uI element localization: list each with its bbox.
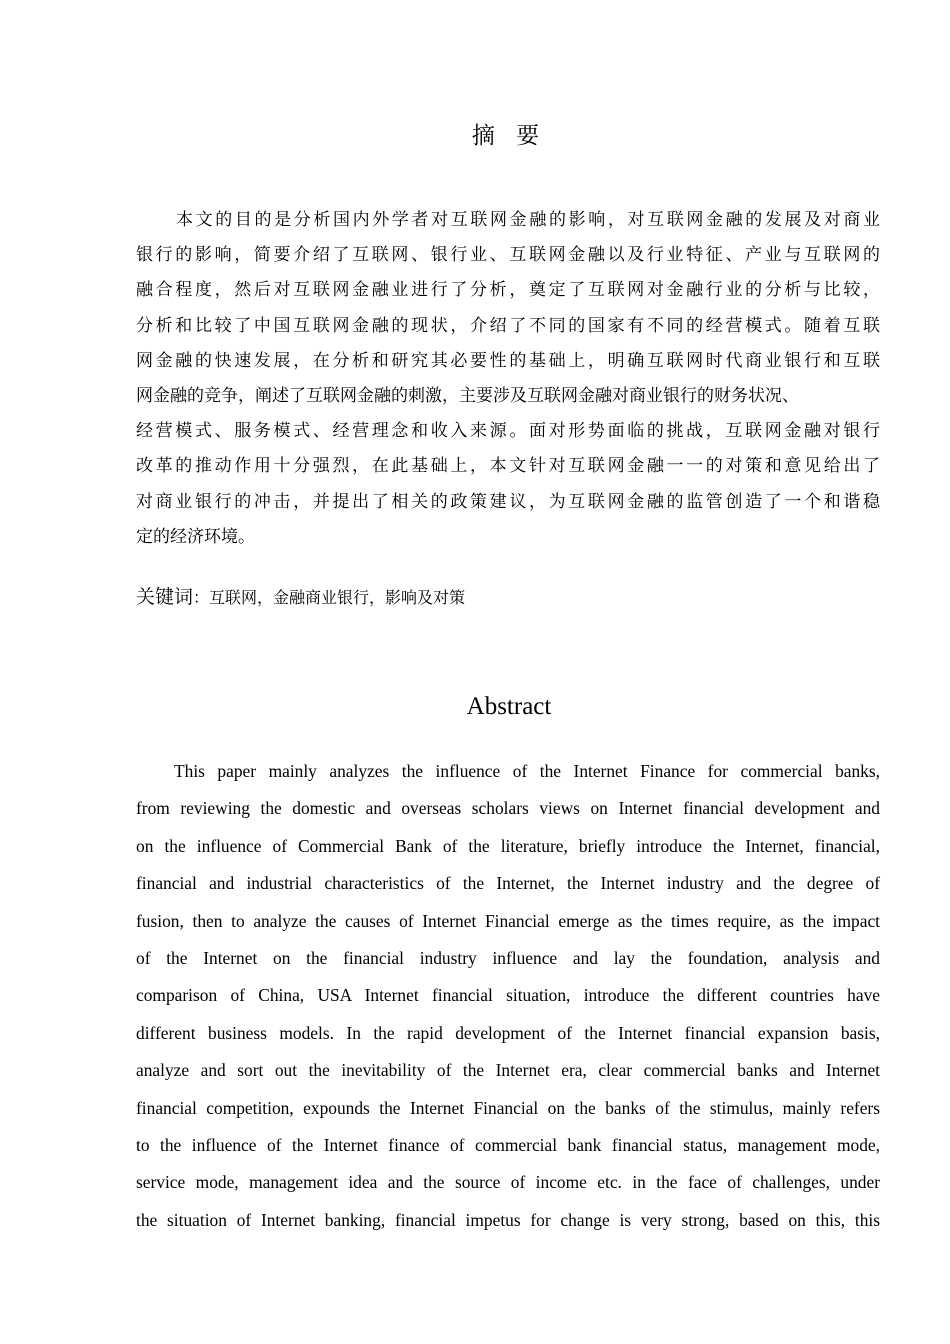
english-abstract-line: financial and industrial characteristics of the Internet, the Internet industry and the degree of (136, 873, 880, 894)
english-abstract-line: the situation of Internet banking, financial impetus for change is very strong, based on this, this (136, 1209, 880, 1230)
chinese-abstract-line: 银行的影响，简要介绍了互联网、银行业、互联网金融以及行业特征、产业与互联网的 (136, 245, 880, 266)
english-abstract-line: different business models. In the rapid development of the Internet financial expansion basis, (136, 1022, 880, 1043)
chinese-keywords (136, 581, 896, 614)
chinese-abstract-line: 改革的推动作用十分强烈，在此基础上，本文针对互联网金融一一的对策和意见给出了 (136, 456, 880, 477)
chinese-abstract-line: 网金融的竞争，阐述了互联网金融的刺激，主要涉及互联网金融对商业银行的财务状况、 (136, 385, 799, 406)
english-abstract-line: comparison of China, USA Internet financial situation, introduce the different countries have (136, 985, 880, 1006)
chinese-abstract-title: 摘 要 (471, 123, 547, 149)
chinese-abstract-line: 分析和比较了中国互联网金融的现状，介绍了不同的国家有不同的经营模式。随着互联 (136, 315, 880, 336)
chinese-abstract-body (136, 203, 880, 555)
chinese-abstract-line: 本文的目的是分析国内外学者对互联网金融的影响，对互联网金融的发展及对商业 (176, 210, 880, 230)
keywords-text: 互联网，金融商业银行，影响及对策 (209, 588, 466, 607)
english-abstract-line: fusion, then to analyze the causes of Internet Financial emerge as the times require, as the impact (136, 910, 880, 931)
english-abstract-line: This paper mainly analyzes the influence of the Internet Finance for commercial banks, (174, 761, 880, 781)
english-abstract-line: service mode, management idea and the source of income etc. in the face of challenges, under (136, 1172, 880, 1193)
english-abstract-line: on the influence of Commercial Bank of the literature, briefly introduce the Internet, financial, (136, 835, 880, 856)
chinese-abstract-line: 对商业银行的冲击，并提出了相关的政策建议，为互联网金融的监管创造了一个和谐稳 (136, 491, 880, 512)
chinese-abstract-line: 经营模式、服务模式、经营理念和收入来源。面对形势面临的挑战，互联网金融对银行 (136, 421, 880, 442)
keywords-label: 关键词 (136, 586, 194, 608)
english-abstract-line: financial competition, expounds the Internet Financial on the banks of the stimulus, mainly refers (136, 1097, 880, 1118)
english-abstract-title: Abstract (466, 693, 552, 720)
english-abstract-body (136, 753, 880, 1239)
english-abstract-line: of the Internet on the financial industry influence and lay the foundation, analysis and (136, 947, 880, 968)
english-abstract-line: to the influence of the Internet finance of commercial bank financial status, management mode, (136, 1134, 880, 1155)
english-abstract-line: from reviewing the domestic and overseas scholars views on Internet financial development and (136, 798, 880, 819)
chinese-abstract-line: 网金融的快速发展，在分析和研究其必要性的基础上，明确互联网时代商业银行和互联 (136, 350, 880, 371)
chinese-abstract-line: 融合程度，然后对互联网金融业进行了分析，奠定了互联网对金融行业的分析与比较， (136, 280, 880, 301)
english-abstract-line: analyze and sort out the inevitability of the Internet era, clear commercial banks and Internet (136, 1060, 880, 1081)
keywords-separator: ： (193, 588, 210, 607)
chinese-abstract-line: 定的经济环境。 (136, 526, 255, 547)
